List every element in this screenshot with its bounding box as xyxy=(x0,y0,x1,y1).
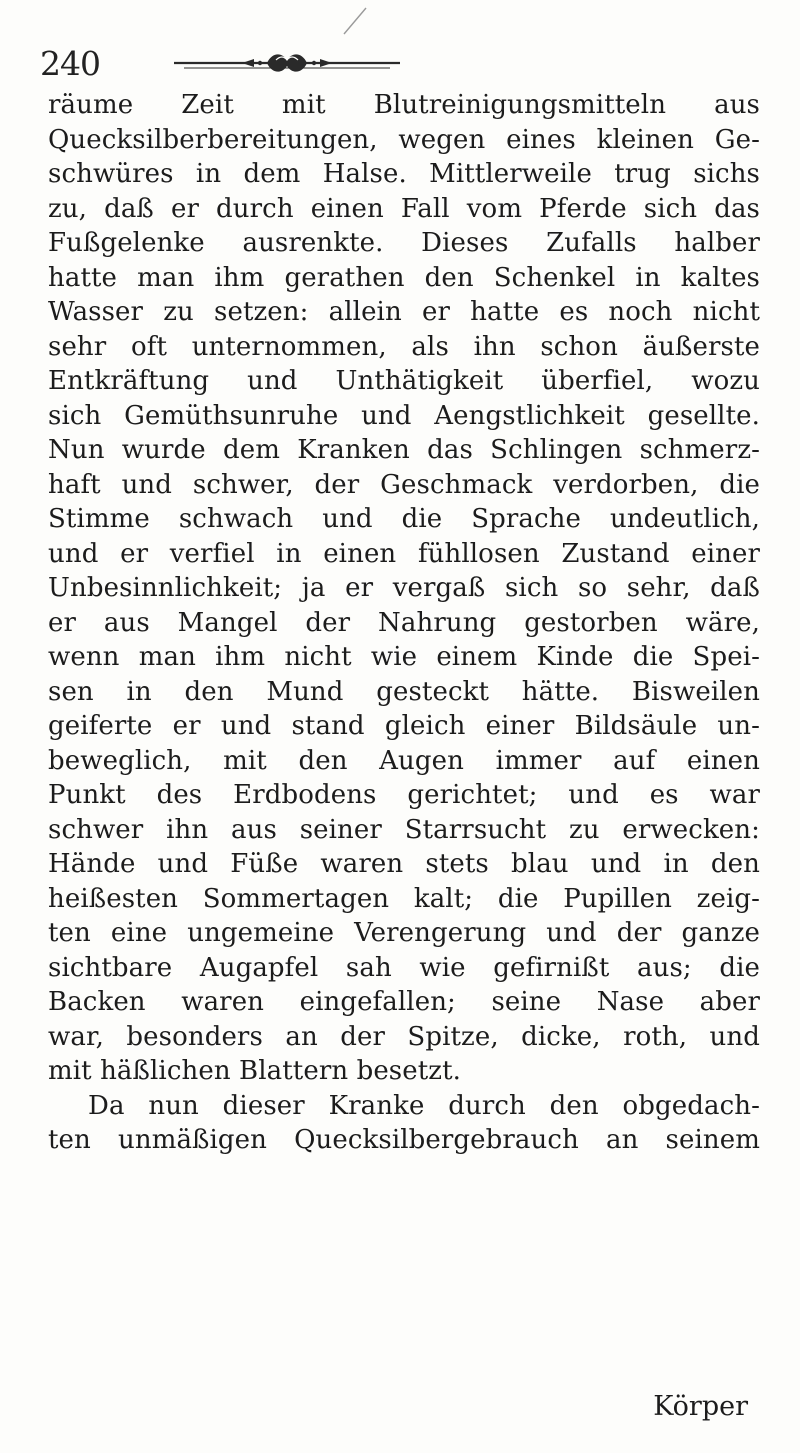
text-line: beweglich, mit den Augen immer auf einen xyxy=(48,745,760,776)
text-line: Backen waren eingefallen; seine Nase aber xyxy=(48,987,760,1017)
text-line: schwer ihn aus seiner Starrsucht zu erwecken: xyxy=(48,814,760,845)
pen-stroke-mark xyxy=(340,6,370,36)
text-line: haft und schwer, der Geschmack verdorben, die xyxy=(48,469,760,500)
text-line: Entkräftung und Unthätigkeit überfiel, wozu xyxy=(48,366,760,396)
body-text xyxy=(48,88,760,1158)
text-line: Nun wurde dem Kranken das Schlingen schmerz- xyxy=(48,435,760,465)
text-line: heißesten Sommertagen kalt; die Pupillen zeig- xyxy=(48,883,760,914)
text-line: wenn man ihm nicht wie einem Kinde die Spei- xyxy=(48,642,760,672)
text-line: Wasser zu setzen: allein er hatte es noch nicht xyxy=(48,297,760,327)
header-ornament-rule xyxy=(172,48,402,78)
text-line: ten unmäßigen Quecksilbergebrauch an seinem xyxy=(48,1125,760,1155)
catchword: Körper xyxy=(653,1391,748,1422)
page-number: 240 xyxy=(40,44,100,83)
text-line: Hände und Füße waren stets blau und in den xyxy=(48,849,760,879)
text-line: Quecksilberbereitungen, wegen eines kleinen Ge- xyxy=(48,124,760,155)
text-line: ten eine ungemeine Verengerung und der ganze xyxy=(48,918,760,948)
text-line: hatte man ihm gerathen den Schenkel in kaltes xyxy=(48,262,760,293)
text-line: schwüres in dem Halse. Mittlerweile trug sichs xyxy=(48,159,760,189)
text-line: mit häßlichen Blattern besetzt. xyxy=(48,1056,461,1086)
text-line: sich Gemüthsunruhe und Aengstlichkeit gesellte. xyxy=(48,400,760,431)
text-line: sen in den Mund gesteckt hätte. Bisweilen xyxy=(48,676,760,707)
text-line: zu, daß er durch einen Fall vom Pferde sich das xyxy=(48,193,760,224)
page-header xyxy=(40,34,760,94)
text-line: war, besonders an der Spitze, dicke, roth, und xyxy=(48,1021,760,1052)
text-line: Punkt des Erdbodens gerichtet; und es war xyxy=(48,780,760,810)
text-line: sichtbare Augapfel sah wie gefirnißt aus; die xyxy=(48,952,760,983)
text-line: geiferte er und stand gleich einer Bildsäule un- xyxy=(48,711,760,741)
text-line: räume Zeit mit Blutreinigungsmitteln aus xyxy=(48,90,760,120)
text-line: er aus Mangel der Nahrung gestorben wäre, xyxy=(48,607,760,638)
text-line: und er verfiel in einen fühllosen Zustand einer xyxy=(48,538,760,569)
text-line: Fußgelenke ausrenkte. Dieses Zufalls halber xyxy=(48,228,760,258)
text-line: Stimme schwach und die Sprache undeutlich, xyxy=(48,504,760,534)
text-line: Unbesinnlichkeit; ja er vergaß sich so sehr, daß xyxy=(48,573,760,603)
text-line: sehr oft unternommen, als ihn schon äußerste xyxy=(48,331,760,362)
text-line: Da nun dieser Kranke durch den obgedach- xyxy=(88,1090,760,1121)
